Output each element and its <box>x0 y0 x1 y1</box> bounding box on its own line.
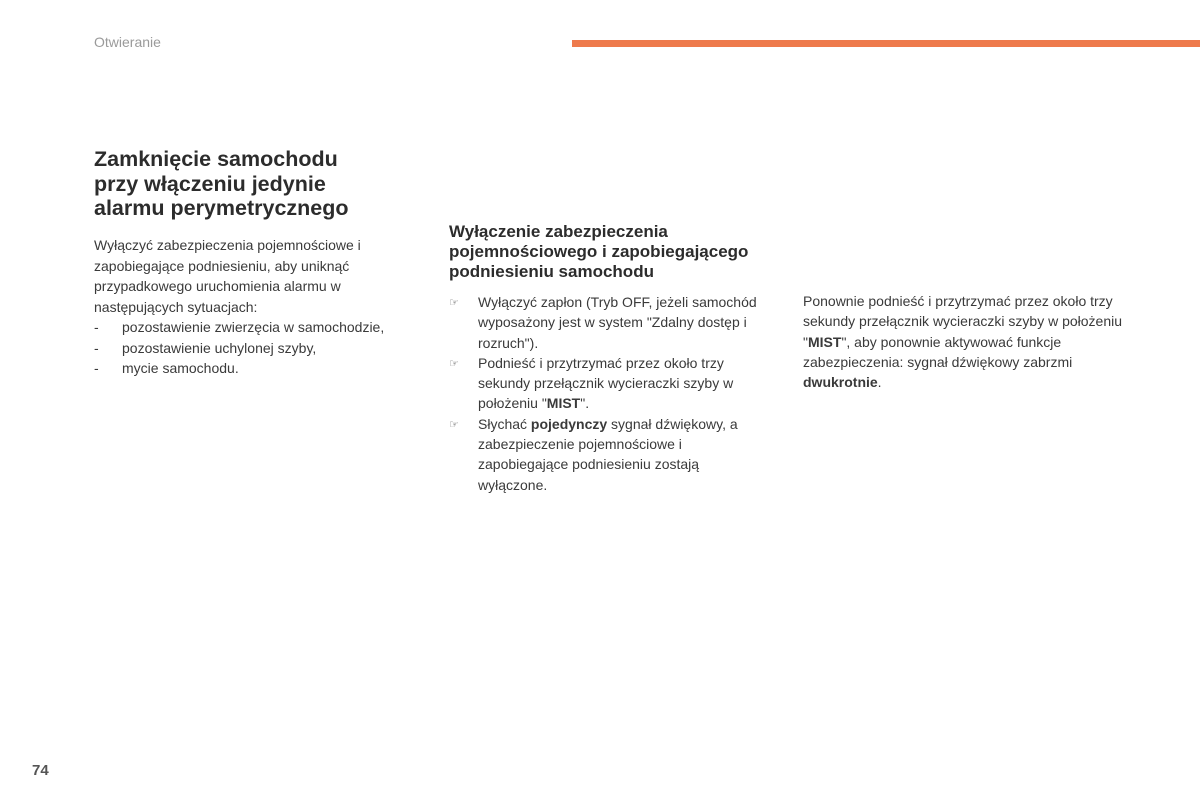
section-label: Otwieranie <box>94 34 161 50</box>
dash-bullet: - <box>94 319 99 335</box>
dash-bullet: - <box>94 360 99 376</box>
step-item <box>449 414 769 495</box>
pointing-hand-icon: ☞ <box>449 356 459 370</box>
paragraph-emphasis: MIST <box>807 333 842 350</box>
paragraph-text: Ponownie podnieść i przytrzymać przez około trzy sekundy przełącznik wycieraczki szyby w położeniu " <box>803 293 1123 350</box>
step-text: Podnieść i przytrzymać przez około trzy sekundy przełącznik wycieraczki szyby w położeniu " <box>478 354 734 412</box>
list-item-text: mycie samochodu. <box>122 360 239 376</box>
list-item-text: pozostawienie uchylonej szyby, <box>122 339 317 356</box>
header-accent-bar <box>572 40 1200 47</box>
step-text: ". <box>580 395 590 412</box>
situations-list <box>94 317 424 379</box>
step-text: sygnał dźwiękowy, a zabezpieczenie pojemnościowe i zapobiegające podniesieniu zostają wyłączone. <box>478 415 738 493</box>
paragraph-text: . <box>877 374 882 391</box>
dash-bullet: - <box>94 339 99 356</box>
heading-disable-protection: Wyłączenie zabezpieczenia pojemnościowego i zapobiegającego podniesieniu samochodu <box>449 222 749 281</box>
page-number: 74 <box>32 762 49 779</box>
list-item-text: pozostawienie zwierzęcia w samochodzie, <box>122 319 385 335</box>
left-column <box>94 235 424 379</box>
list-item <box>94 358 424 379</box>
list-item <box>94 338 424 359</box>
steps-list <box>449 292 769 495</box>
step-text: Słychać <box>478 415 531 432</box>
intro-paragraph: Wyłączyć zabezpieczenia pojemnościowe i zapobiegające podniesieniu, aby uniknąć przypadkowego uruchomienia alarmu w następujących sytuacjach: <box>94 237 361 315</box>
heading-alarm-perimeter: Zamknięcie samochodu przy włączeniu jedynie alarmu perymetrycznego <box>94 147 349 220</box>
step-emphasis: pojedynczy <box>530 415 608 432</box>
step-item <box>449 353 769 414</box>
paragraph-emphasis: dwukrotnie <box>803 374 878 391</box>
reactivation-paragraph <box>803 291 1133 392</box>
paragraph-text: ", aby ponownie aktywować funkcje zabezpieczenia: sygnał dźwiękowy zabrzmi <box>803 333 1073 370</box>
step-emphasis: MIST <box>546 395 581 412</box>
step-item <box>449 292 769 353</box>
step-text: Wyłączyć zapłon (Tryb OFF, jeżeli samochód wyposażony jest w system "Zdalny dostęp i rozruch"). <box>478 294 757 351</box>
list-item <box>94 317 424 338</box>
pointing-hand-icon: ☞ <box>449 417 459 431</box>
pointing-hand-icon: ☞ <box>449 296 459 309</box>
